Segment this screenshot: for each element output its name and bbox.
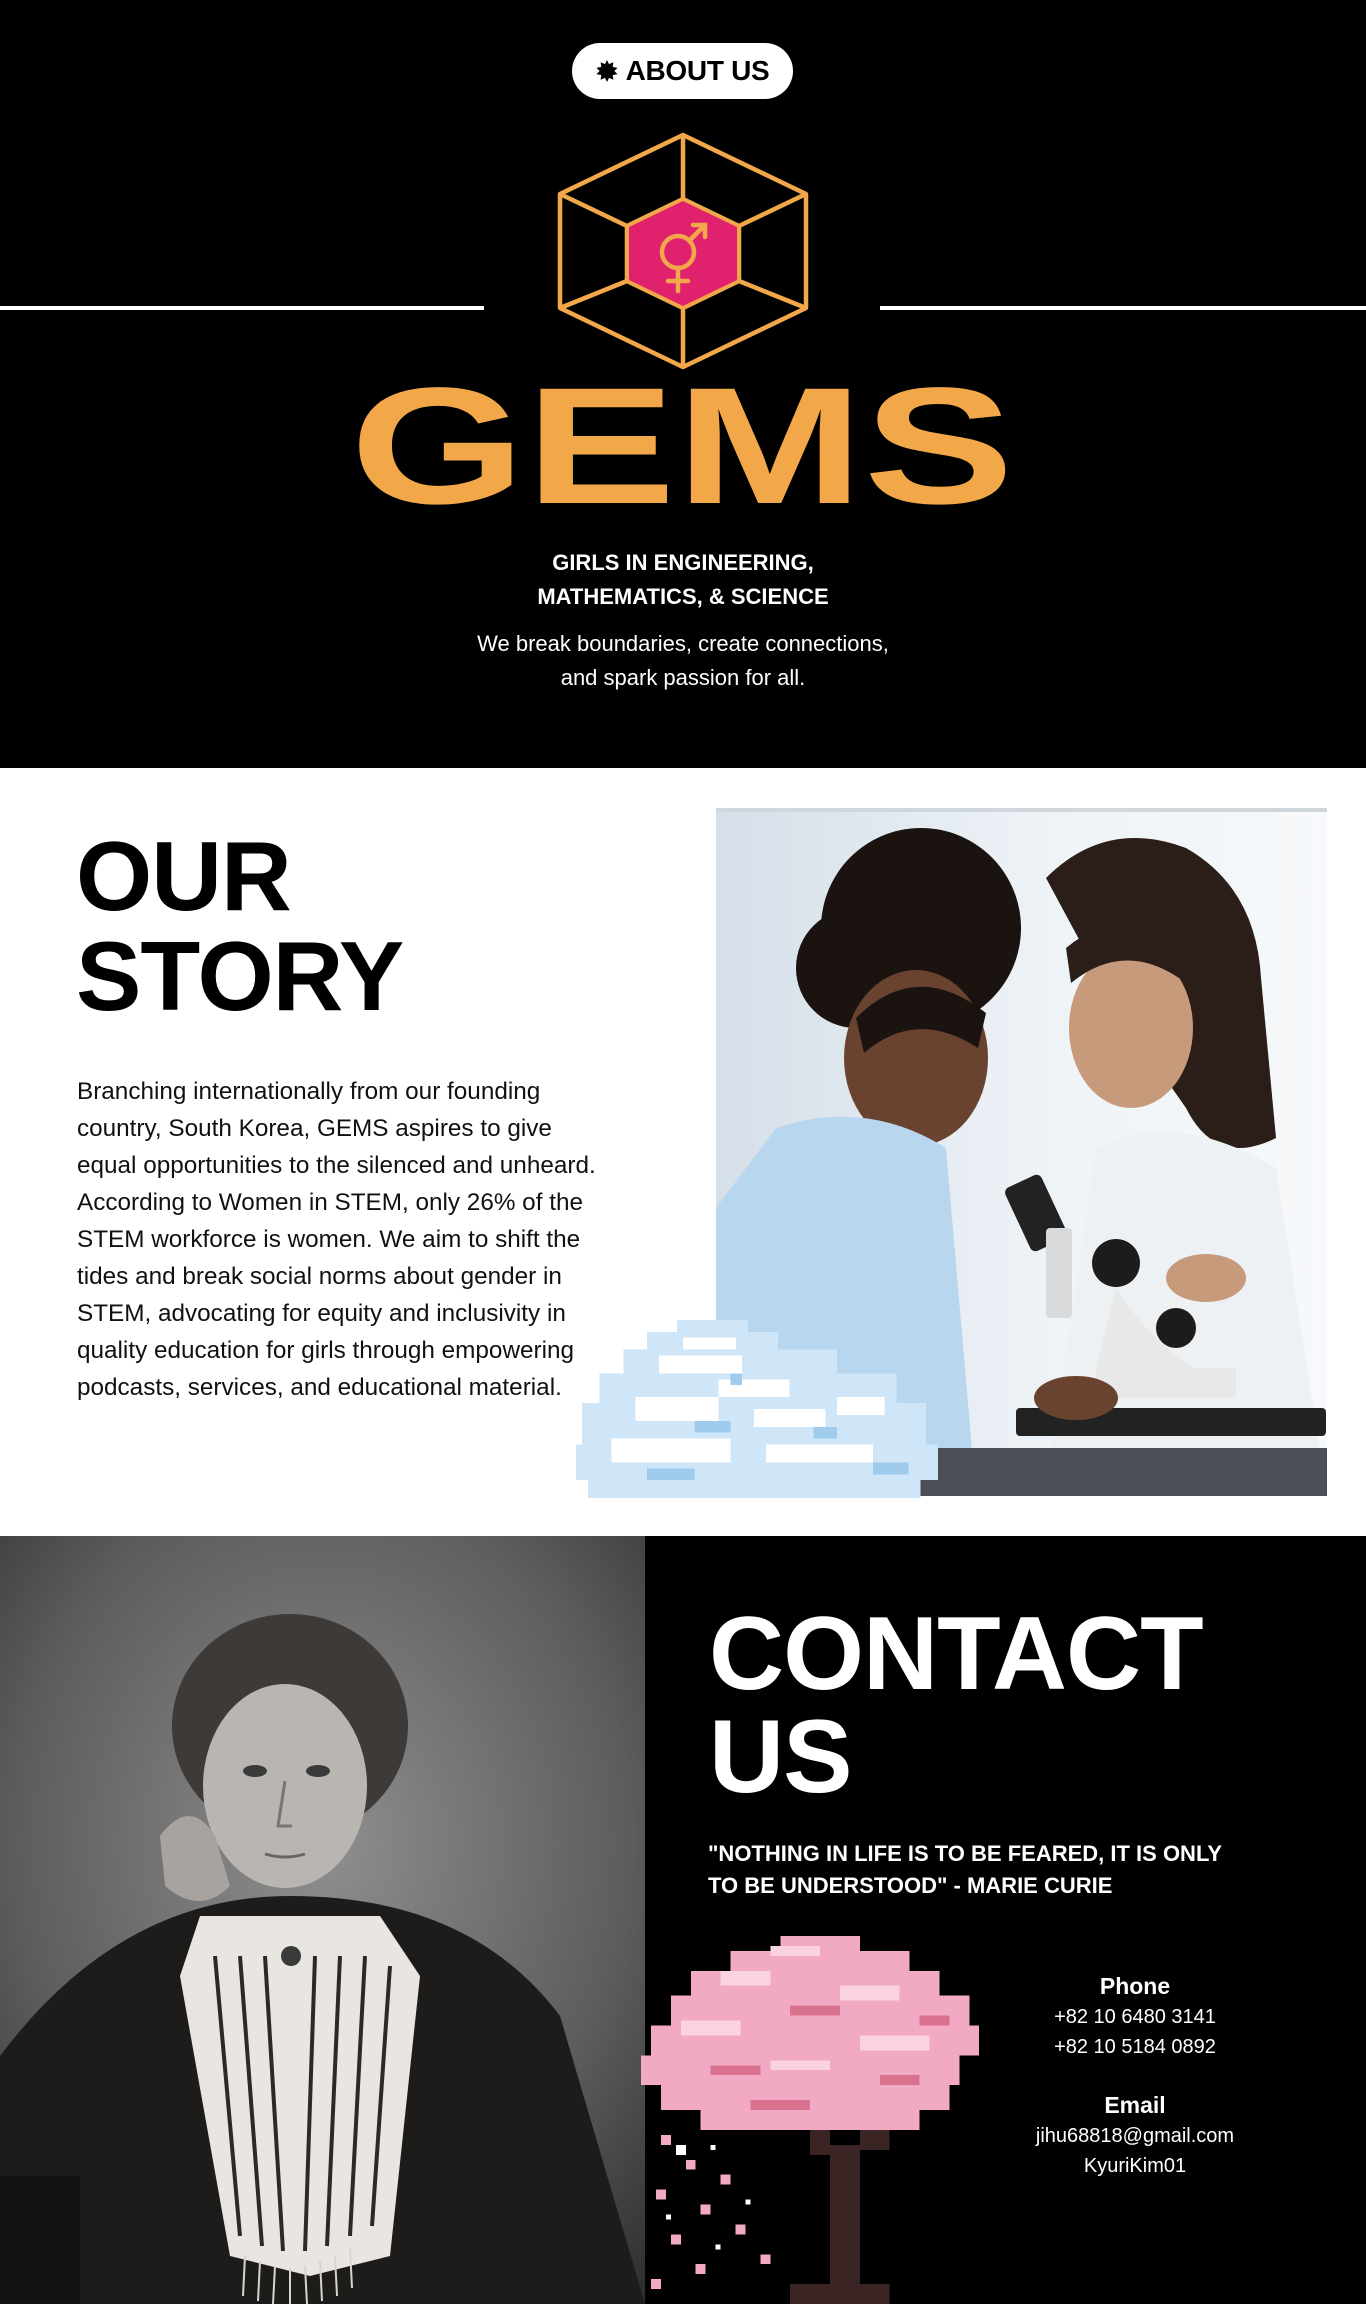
gems-wordmark [347, 375, 1017, 515]
quote-line-1: "NOTHING IN LIFE IS TO BE FEARED, IT IS ONLY [708, 1841, 1223, 1866]
our-story-paragraph: Branching internationally from our founding country, South Korea, GEMS aspires to give equal opportunities to the silenced and unheard. According to Women in STEM, only 26% of the STEM workforce is women. We aim to shift the tides and break social norms about gender in STEM, advocating for equity and inclusivity in quality education for girls through empowering podcasts, services, and educational material. [77, 1078, 596, 1401]
subtitle-line-2: and spark passion for all. [560, 665, 806, 690]
our-story-title [76, 821, 404, 1031]
contact-us-title-line-1: CONTACT [709, 1596, 1203, 1712]
hero-section [0, 0, 1366, 768]
about-us-label: ABOUT US [625, 55, 770, 86]
gems-gem-logo [548, 131, 818, 371]
starburst-icon [596, 60, 618, 82]
left-divider-line [0, 306, 484, 310]
pixel-cherry-blossom-tree [640, 1926, 1030, 2304]
our-story-title-line-2: STORY [76, 921, 404, 1031]
contact-us-title [709, 1596, 1203, 1815]
email-block [1010, 2089, 1260, 2181]
pixel-cloud-decoration [574, 1308, 940, 1498]
about-us-badge[interactable] [572, 43, 793, 99]
quote-line-2: TO BE UNDERSTOOD" - MARIE CURIE [708, 1873, 1113, 1898]
marie-curie-portrait [0, 1536, 645, 2304]
tagline-line-2: MATHEMATICS, & SCIENCE [537, 584, 829, 609]
email-address-2[interactable]: KyuriKim01 [1083, 2155, 1187, 2177]
contact-us-title-line-2: US [709, 1699, 852, 1815]
phone-number-2[interactable]: +82 10 5184 0892 [1054, 2036, 1216, 2058]
phone-number-1[interactable]: +82 10 6480 3141 [1054, 2006, 1216, 2028]
phone-heading: Phone [1099, 1973, 1171, 1999]
right-divider-line [880, 306, 1366, 310]
tagline-line-1: GIRLS IN ENGINEERING, [552, 550, 814, 575]
subtitle-line-1: We break boundaries, create connections, [477, 631, 889, 656]
phone-block [1010, 1970, 1260, 2062]
our-story-section [0, 768, 1366, 1536]
email-address-1[interactable]: jihu68818@gmail.com [1035, 2125, 1235, 2147]
svg-text:GEMS: GEMS [350, 375, 1014, 515]
email-heading: Email [1104, 2092, 1166, 2118]
our-story-title-line-1: OUR [76, 821, 291, 931]
contact-section [0, 1536, 1366, 2304]
marie-curie-quote [708, 1838, 1328, 1902]
